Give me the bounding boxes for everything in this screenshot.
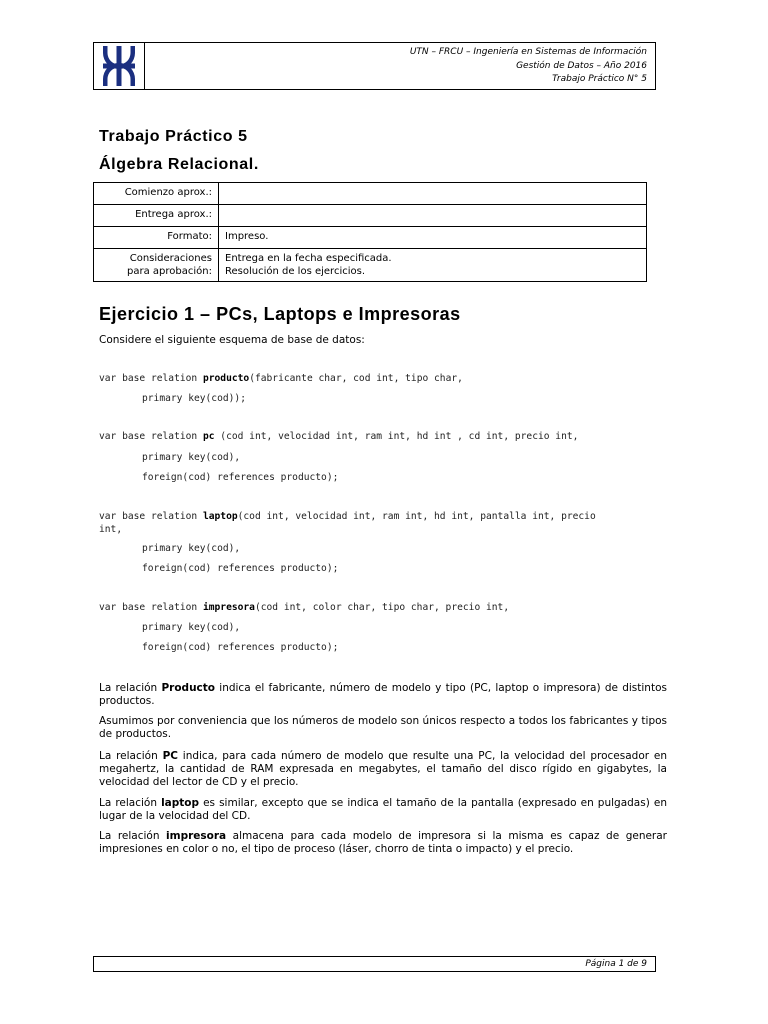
header-text — [410, 46, 647, 87]
code-line: var base relation producto(fabricante char, cod int, tipo char, — [99, 373, 463, 384]
table-row — [94, 205, 647, 227]
paragraph: La relación impresora almacena para cada modelo de impresora si la misma es capaz de generar impresiones en color o no, el tipo de proceso (láser, chorro de tinta o impacto) y el precio. — [99, 830, 667, 855]
row-value-line: Entrega en la fecha especificada. — [225, 253, 392, 264]
row-label: Entrega aprox.: — [94, 205, 219, 227]
row-label — [94, 249, 219, 282]
paragraph: La relación laptop es similar, excepto que se indica el tamaño de la pantalla (expresado en pulgadas) en lugar de la velocidad del CD. — [99, 797, 667, 822]
page-footer — [93, 956, 656, 972]
row-label: Comienzo aprox.: — [94, 183, 219, 205]
relation-name: producto — [202, 373, 250, 384]
code-line: var base relation pc (cod int, velocidad int, ram int, hd int , cd int, precio int, — [99, 431, 579, 442]
code-line: primary key(cod), — [142, 452, 241, 463]
paragraph: Asumimos por conveniencia que los números de modelo son únicos respecto a todos los fabricantes y tipos de productos. — [99, 715, 667, 740]
document-title: Trabajo Práctico 5 — [99, 128, 248, 145]
code-line: foreign(cod) references producto); — [142, 563, 339, 574]
relation-name: laptop — [202, 511, 238, 522]
intro-text: Considere el siguiente esquema de base de datos: — [99, 334, 365, 346]
code-line: var base relation laptop(cod int, velocidad int, ram int, hd int, pantalla int, precio — [99, 511, 596, 522]
relation-name: pc — [202, 431, 215, 442]
utn-logo-icon — [103, 46, 135, 86]
header-line-3: Trabajo Práctico N° 5 — [552, 74, 647, 84]
info-table — [93, 182, 647, 282]
table-row — [94, 183, 647, 205]
row-value — [219, 183, 647, 205]
header-line-1: UTN – FRCU – Ingeniería en Sistemas de Información — [409, 47, 647, 57]
paragraph: La relación Producto indica el fabricante, número de modelo y tipo (PC, laptop o impresora) de distintos productos. — [99, 682, 667, 707]
table-row — [94, 249, 647, 282]
code-line: primary key(cod), — [142, 622, 241, 633]
exercise-heading: Ejercicio 1 – PCs, Laptops e Impresoras — [99, 304, 461, 324]
row-label-line: Consideraciones — [129, 253, 212, 264]
document-subtitle: Álgebra Relacional. — [99, 156, 259, 173]
row-label: Formato: — [94, 227, 219, 249]
table-row — [94, 227, 647, 249]
row-value — [219, 249, 647, 282]
code-line: int, — [99, 524, 123, 535]
row-value — [219, 205, 647, 227]
row-value-line: Resolución de los ejercicios. — [225, 266, 366, 277]
code-line: var base relation impresora(cod int, color char, tipo char, precio int, — [99, 602, 510, 613]
code-line: foreign(cod) references producto); — [142, 642, 339, 653]
code-line: primary key(cod), — [142, 543, 241, 554]
page-header — [93, 42, 656, 90]
code-line: foreign(cod) references producto); — [142, 472, 339, 483]
header-line-2: Gestión de Datos – Año 2016 — [516, 60, 647, 71]
paragraph: La relación PC indica, para cada número de modelo que resulte una PC, la velocidad del procesador en megahertz, la cantidad de RAM expresada en megabytes, el tamaño del disco rígido en gigabytes, la velocidad del lector de CD y el precio. — [99, 750, 667, 788]
page-number: Página 1 de 9 — [585, 959, 647, 969]
code-line: primary key(cod)); — [142, 393, 246, 404]
utn-logo — [94, 43, 145, 89]
relation-name: impresora — [202, 602, 255, 613]
row-label-line: para aprobación: — [127, 266, 212, 277]
row-value: Impreso. — [219, 227, 647, 249]
